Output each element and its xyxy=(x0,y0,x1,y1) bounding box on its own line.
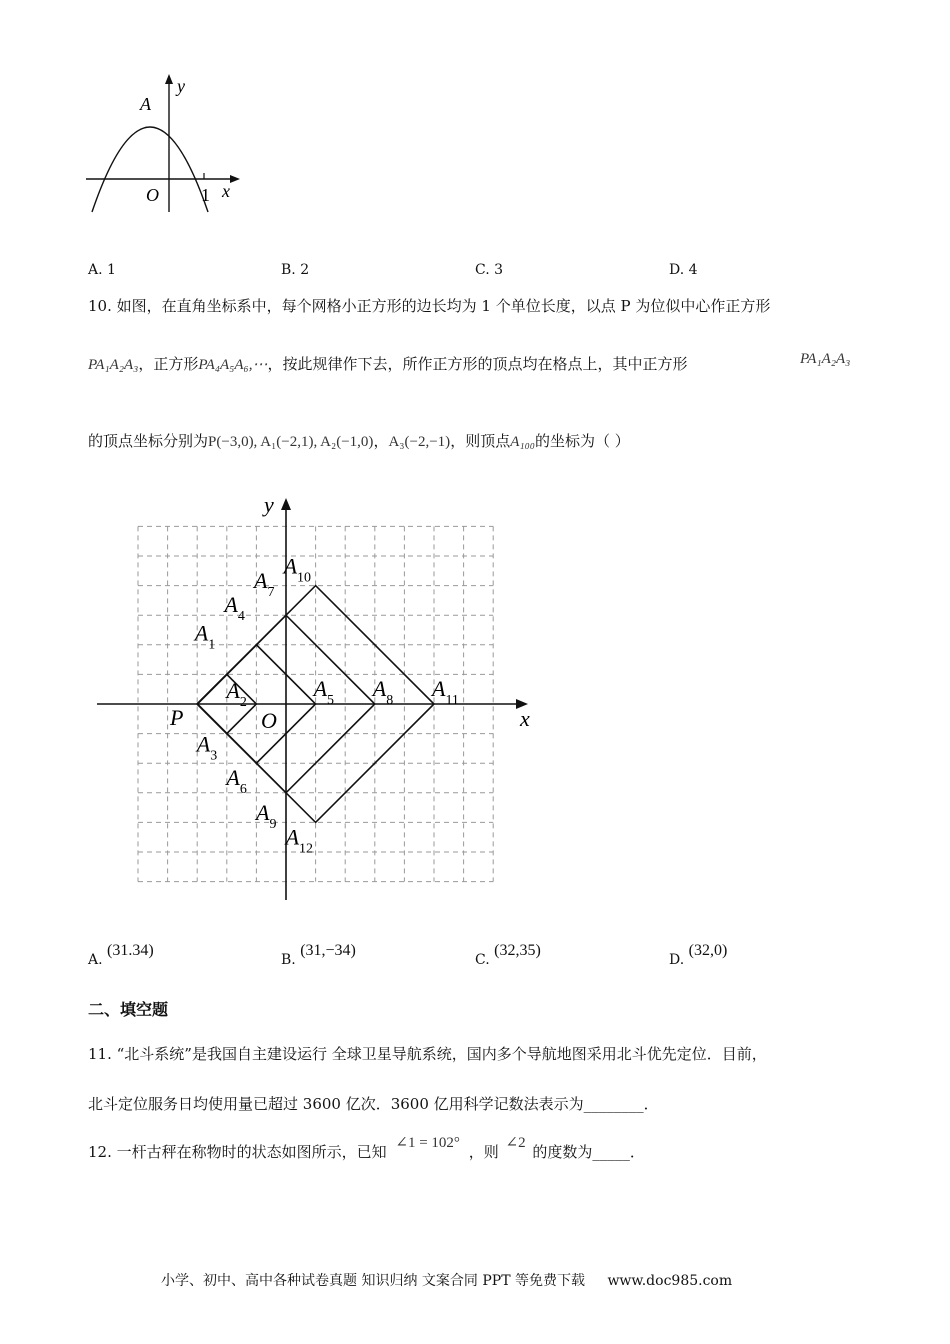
q10-option-c-label: C. xyxy=(475,952,490,968)
vertex-label: $A_1$ xyxy=(194,620,216,653)
q10-line3-text3: ，则顶点 xyxy=(450,432,511,450)
q9-y-label: y xyxy=(177,76,185,96)
q10-option-b-label: B. xyxy=(281,952,296,968)
vertex-label: $A_2$ xyxy=(226,678,247,710)
q12-text1: 12. 一杆古秤在称物时的状态如图所示，已知 xyxy=(88,1143,387,1161)
q12-line xyxy=(88,1135,645,1163)
q10-square-3-math: PA₁A₂A₃ xyxy=(800,351,851,367)
q10-square-1-math: PA₁A₂A₃ xyxy=(88,357,139,373)
q12-angle2-math: ∠2 xyxy=(505,1135,526,1151)
q10-labels xyxy=(193,554,459,857)
q10-p-label: P xyxy=(170,705,184,730)
q10-option-d-label: D. xyxy=(669,952,685,968)
q11-line2: 北斗定位服务日均使用量已超过 3600 亿次．3600 亿用科学记数法表示为________． xyxy=(88,1095,659,1113)
q10-figure xyxy=(90,490,550,910)
vertex-label: $A_9$ xyxy=(256,799,277,832)
q12-text3: 的度数为_____． xyxy=(532,1143,645,1161)
q10-option-a-value: (31.34) xyxy=(107,942,154,959)
q10-option-b-value: (31,−34) xyxy=(300,942,356,959)
q10-x-label: x xyxy=(520,706,530,731)
q10-option-a-label: A. xyxy=(88,952,103,968)
footer-link[interactable]: www.doc985.com xyxy=(607,1273,733,1289)
q10-line1: 10. 如图，在直角坐标系中，每个网格小正方形的边长均为 1 个单位长度，以点 P 为位似中心作正方形 xyxy=(88,297,771,315)
vertex-label: $A_5$ xyxy=(313,676,335,708)
q9-option-d[interactable]: D. 4 xyxy=(669,262,698,278)
q12-text2: ，则 xyxy=(468,1143,499,1161)
q10-a3-math: A₃(−2,−1) xyxy=(388,434,451,450)
q10-option-b[interactable] xyxy=(281,941,356,968)
q10-option-c[interactable] xyxy=(475,941,541,968)
q9-a-label: A xyxy=(140,94,151,114)
q10-y-label: y xyxy=(264,492,274,517)
q9-option-a[interactable]: A. 1 xyxy=(88,262,116,278)
q9-figure xyxy=(80,70,250,220)
q10-o-label: O xyxy=(261,708,277,733)
q9-x-label: x xyxy=(222,181,230,201)
q10-option-d-value: (32,0) xyxy=(688,942,728,959)
vertex-label: $A_8$ xyxy=(372,676,394,708)
q10-line2-text2: ，按此规律作下去，所作正方形的顶点均在格点上，其中正方形 xyxy=(267,355,688,373)
q10-option-c-value: (32,35) xyxy=(494,942,541,959)
q9-y-arrow xyxy=(165,74,173,84)
q10-coords-math: P(−3,0), A₁(−2,1), A₂(−1,0) xyxy=(208,434,374,450)
vertex-label: $A_{11}$ xyxy=(432,676,459,708)
q10-y-arrow xyxy=(281,498,291,510)
q10-line3-text4: 的坐标为（ ） xyxy=(535,432,630,450)
vertex-label: $A_3$ xyxy=(196,731,218,764)
q10-a100-math: A₁₀₀ xyxy=(510,434,536,450)
q10-option-a[interactable] xyxy=(88,941,154,968)
q9-o-label: O xyxy=(146,185,159,205)
q10-line3-text2: ， xyxy=(373,432,389,450)
q9-option-c[interactable]: C. 3 xyxy=(475,262,504,278)
vertex-label: $A_7$ xyxy=(254,568,275,601)
q12-angle1-math: ∠1 = 102° xyxy=(395,1135,460,1151)
q10-line2 xyxy=(88,354,688,375)
q10-square-2-math: PA₄A₅A₆,⋯ xyxy=(198,357,268,373)
footer-text: 小学、初中、高中各种试卷真题 知识归纳 文案合同 PPT 等免费下载 xyxy=(161,1273,585,1289)
q9-x-arrow xyxy=(230,175,240,183)
footer xyxy=(161,1270,732,1290)
q10-line2-text1: ，正方形 xyxy=(138,355,199,373)
q11-line1: 11. “北斗系统”是我国自主建设运行 全球卫星导航系统，国内多个导航地图采用北斗优先定位．目前， xyxy=(88,1045,767,1063)
vertex-label: $A_4$ xyxy=(224,591,245,624)
section-title: 二、填空题 xyxy=(88,1000,169,1019)
vertex-label: $A_{10}$ xyxy=(283,553,312,586)
vertex-label: $A_{12}$ xyxy=(285,824,314,857)
q10-line3-text1: 的顶点坐标分别为 xyxy=(88,432,209,450)
q9-option-b[interactable]: B. 2 xyxy=(281,262,310,278)
q9-one-label: 1 xyxy=(201,185,210,205)
q10-line3 xyxy=(88,431,630,452)
q10-option-d[interactable] xyxy=(669,941,728,968)
vertex-label: $A_6$ xyxy=(226,765,247,798)
